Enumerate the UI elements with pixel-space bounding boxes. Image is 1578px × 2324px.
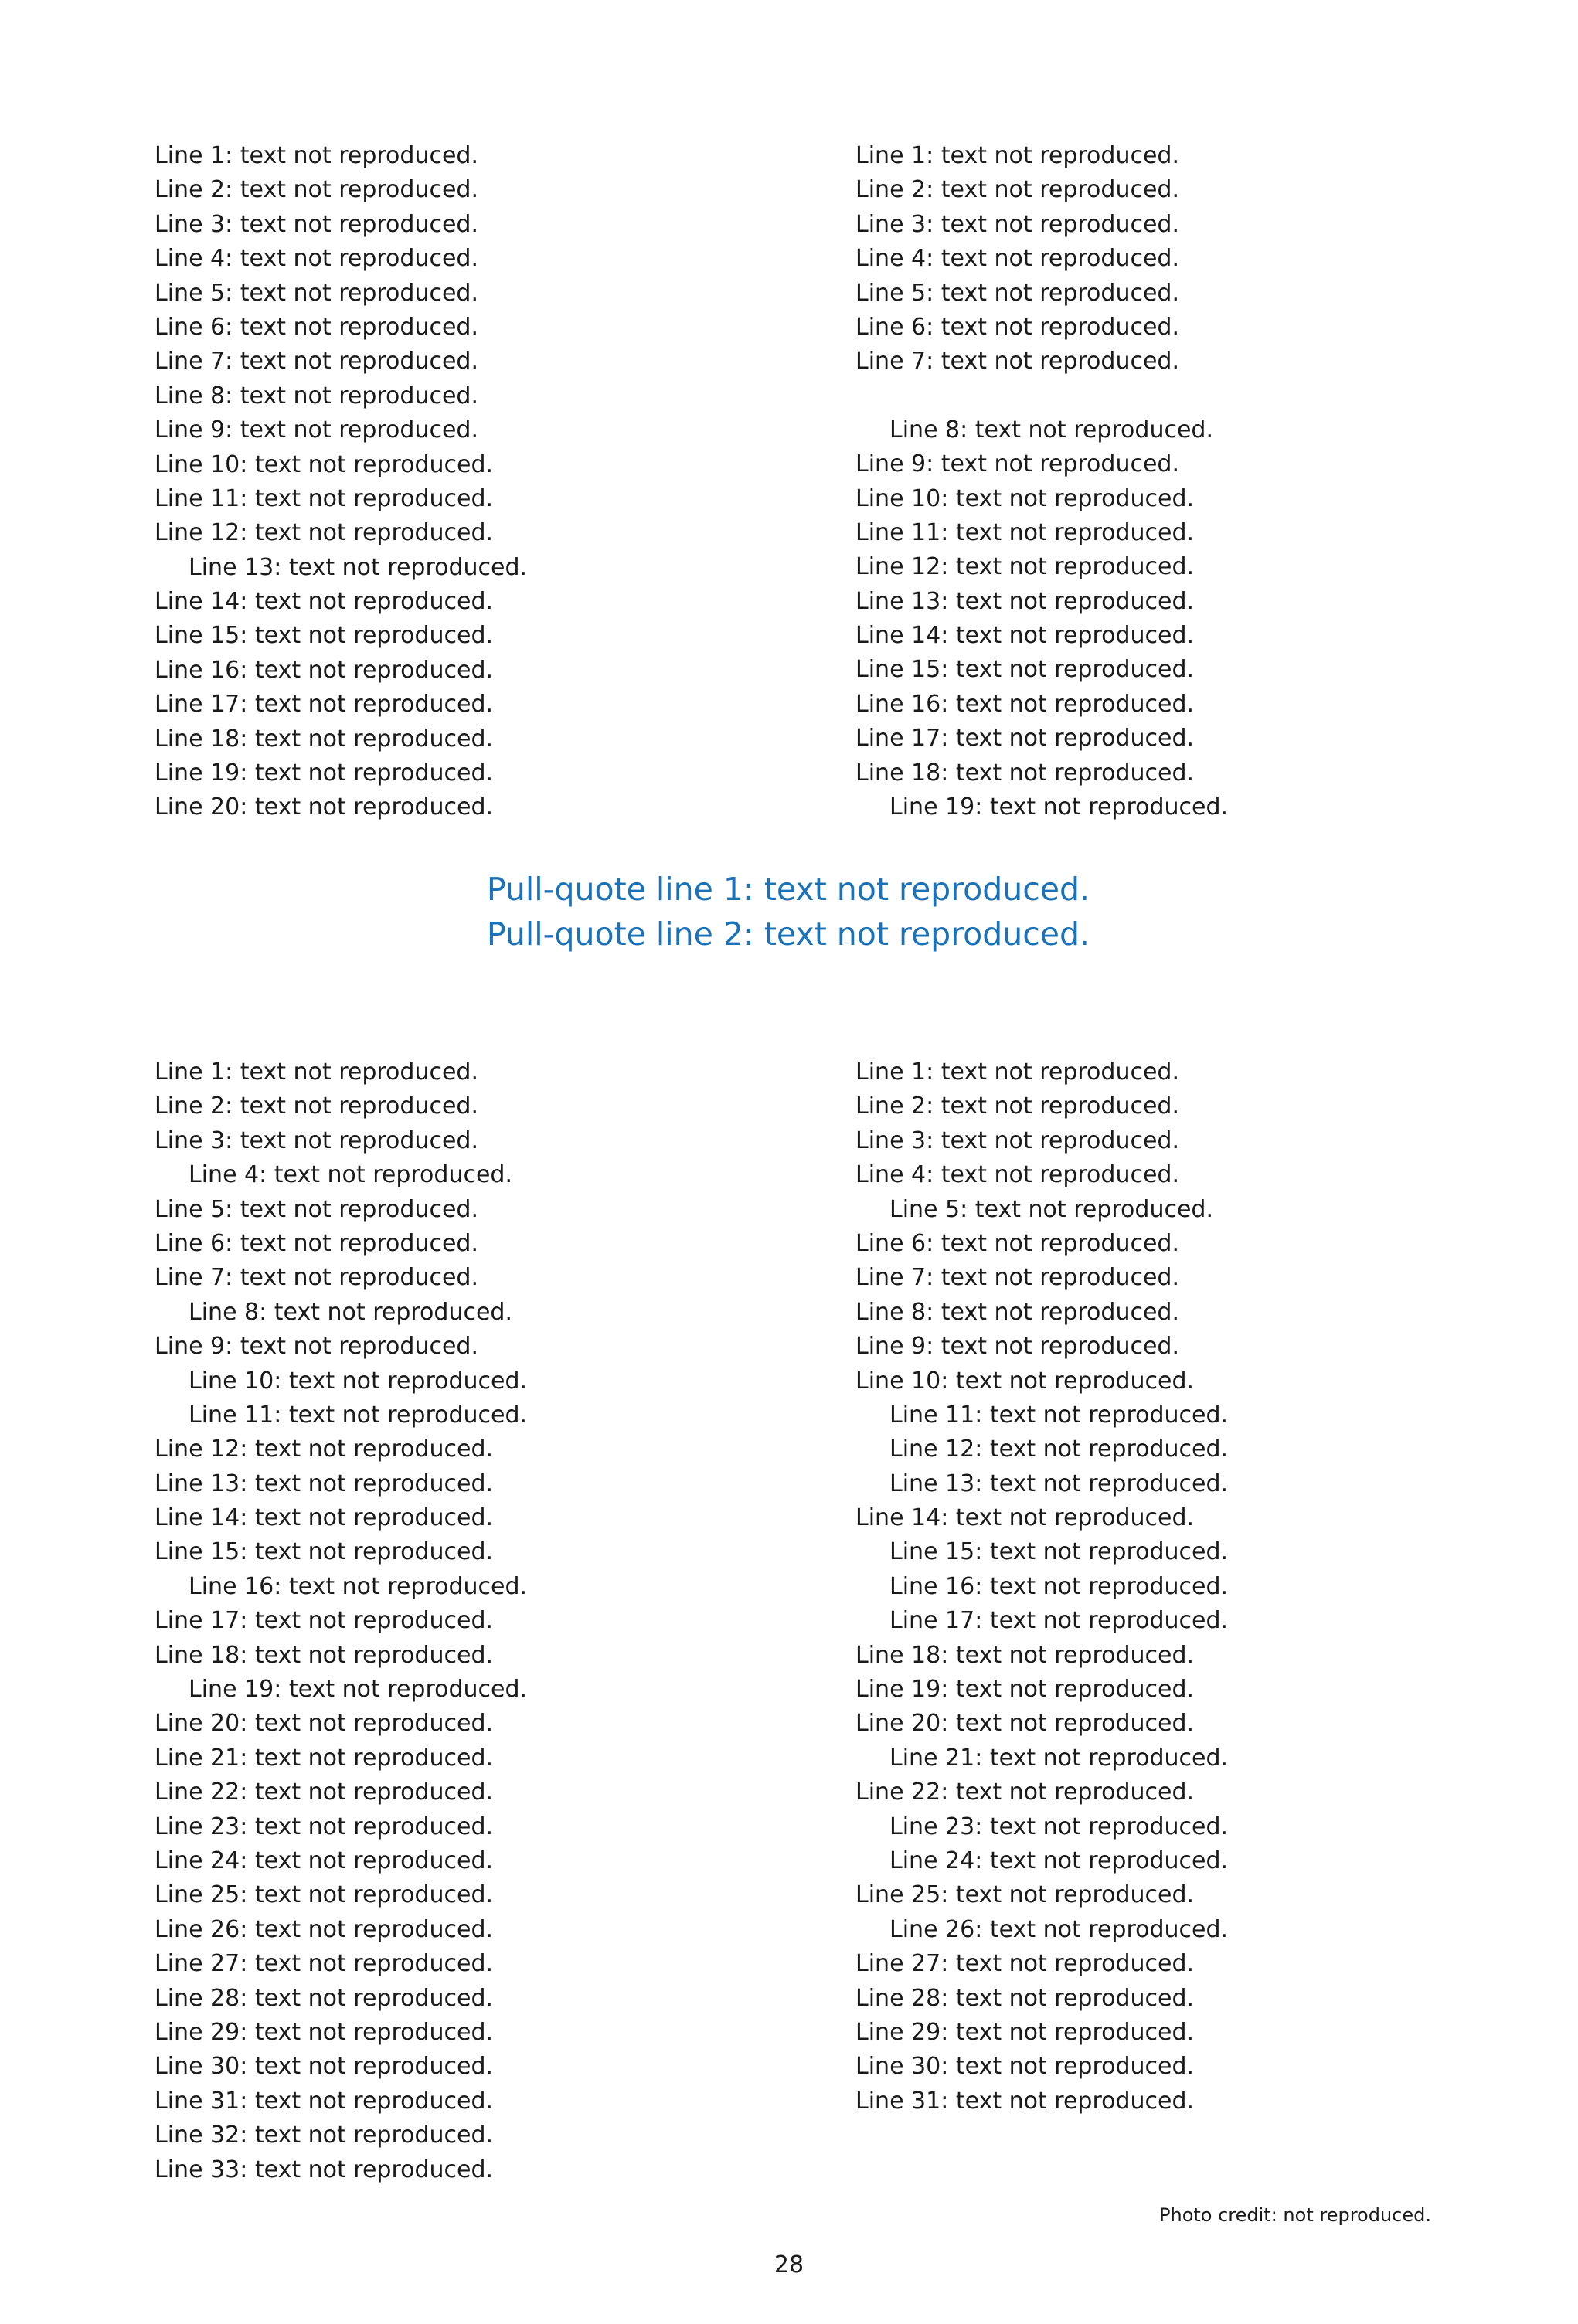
article-column-top-right <box>855 139 1520 824</box>
text-line: Line 3: text not reproduced. <box>155 1126 478 1154</box>
text-line: Line 24: text not reproduced. <box>889 1847 1229 1874</box>
text-line: Line 23: text not reproduced. <box>889 1813 1229 1840</box>
text-line: Line 31: text not reproduced. <box>855 2087 1195 2115</box>
text-line: Line 22: text not reproduced. <box>855 1779 1195 1806</box>
text-line: Line 26: text not reproduced. <box>155 1915 494 1943</box>
text-line: Line 2: text not reproduced. <box>855 1092 1179 1120</box>
text-line: Line 6: text not reproduced. <box>155 1229 478 1257</box>
text-line: Line 11: text not reproduced. <box>855 518 1195 546</box>
text-line: Line 6: text not reproduced. <box>155 313 478 341</box>
text-line: Line 13: text not reproduced. <box>855 587 1195 615</box>
text-line: Line 9: text not reproduced. <box>155 416 478 444</box>
text-line: Line 16: text not reproduced. <box>155 656 494 684</box>
text-line: Line 8: text not reproduced. <box>155 382 478 409</box>
text-line: Line 25: text not reproduced. <box>155 1881 494 1909</box>
text-line: Line 19: text not reproduced. <box>889 793 1229 821</box>
text-line: Line 20: text not reproduced. <box>855 1710 1195 1738</box>
text-line: Line 32: text not reproduced. <box>155 2122 494 2149</box>
text-line: Line 3: text not reproduced. <box>855 210 1179 238</box>
text-line: Line 9: text not reproduced. <box>155 1333 478 1361</box>
text-line: Line 15: text not reproduced. <box>855 656 1195 684</box>
text-line: Line 18: text not reproduced. <box>855 759 1195 787</box>
text-line: Line 17: text not reproduced. <box>155 691 494 719</box>
text-line: Line 28: text not reproduced. <box>155 1984 494 2012</box>
text-line: Line 29: text not reproduced. <box>855 2018 1195 2046</box>
text-line: Line 1: text not reproduced. <box>155 142 478 169</box>
text-line: Line 20: text not reproduced. <box>155 793 494 821</box>
text-line: Line 14: text not reproduced. <box>155 1504 494 1532</box>
text-line: Line 12: text not reproduced. <box>155 519 494 547</box>
text-line: Line 8: text not reproduced. <box>855 1298 1179 1326</box>
text-line: Line 27: text not reproduced. <box>855 1950 1195 1978</box>
text-line: Line 12: text not reproduced. <box>855 553 1195 581</box>
text-line: Line 7: text not reproduced. <box>155 1264 478 1292</box>
text-line: Line 17: text not reproduced. <box>889 1607 1229 1635</box>
text-line: Line 8: text not reproduced. <box>189 1298 512 1326</box>
text-line: Line 5: text not reproduced. <box>155 1195 478 1223</box>
text-line: Line 2: text not reproduced. <box>155 1092 478 1120</box>
text-line: Line 1: text not reproduced. <box>855 142 1179 169</box>
text-line: Line 19: text not reproduced. <box>855 1676 1195 1704</box>
pull-quote-line: Pull-quote line 2: text not reproduced. <box>486 916 1090 953</box>
text-line: Line 11: text not reproduced. <box>889 1401 1229 1429</box>
text-line: Line 5: text not reproduced. <box>855 279 1179 307</box>
text-line: Line 19: text not reproduced. <box>189 1676 528 1704</box>
text-line: Line 16: text not reproduced. <box>855 690 1195 718</box>
text-line: Line 18: text not reproduced. <box>155 1641 494 1669</box>
pull-quote-line: Pull-quote line 1: text not reproduced. <box>486 871 1090 908</box>
text-line: Line 17: text not reproduced. <box>155 1607 494 1635</box>
text-line: Line 8: text not reproduced. <box>889 416 1213 443</box>
text-line: Line 18: text not reproduced. <box>155 725 494 753</box>
text-line: Line 12: text not reproduced. <box>155 1436 494 1463</box>
text-line: Line 3: text not reproduced. <box>855 1126 1179 1154</box>
text-line: Line 27: text not reproduced. <box>155 1950 494 1978</box>
text-line: Line 16: text not reproduced. <box>889 1572 1229 1600</box>
text-line: Line 14: text not reproduced. <box>855 622 1195 650</box>
text-line: Line 15: text not reproduced. <box>155 1538 494 1566</box>
text-line: Line 28: text not reproduced. <box>855 1984 1195 2012</box>
text-line: Line 4: text not reproduced. <box>155 245 478 273</box>
text-line: Line 15: text not reproduced. <box>155 622 494 650</box>
text-line: Line 23: text not reproduced. <box>155 1813 494 1840</box>
text-line: Line 10: text not reproduced. <box>189 1367 528 1395</box>
text-line: Line 30: text not reproduced. <box>855 2053 1195 2081</box>
photo-credit: Photo credit: not reproduced. <box>1159 2204 1431 2226</box>
text-line: Line 4: text not reproduced. <box>855 245 1179 273</box>
text-line: Line 13: text not reproduced. <box>155 1469 494 1497</box>
text-line: Line 11: text not reproduced. <box>155 484 494 512</box>
text-line: Line 33: text not reproduced. <box>155 2156 494 2183</box>
text-line: Line 25: text not reproduced. <box>855 1881 1195 1909</box>
article-column-top-left <box>155 139 819 825</box>
text-line: Line 9: text not reproduced. <box>855 1333 1179 1361</box>
text-line: Line 12: text not reproduced. <box>889 1436 1229 1463</box>
page-number: 28 <box>774 2251 804 2278</box>
text-line: Line 11: text not reproduced. <box>189 1401 528 1429</box>
text-line: Line 6: text not reproduced. <box>855 313 1179 341</box>
text-line: Line 5: text not reproduced. <box>155 279 478 307</box>
text-line: Line 1: text not reproduced. <box>855 1058 1179 1086</box>
text-line: Line 7: text not reproduced. <box>855 1264 1179 1292</box>
text-line: Line 24: text not reproduced. <box>155 1847 494 1874</box>
text-line: Line 10: text not reproduced. <box>855 484 1195 512</box>
text-line: Line 26: text not reproduced. <box>889 1915 1229 1943</box>
pull-quote <box>139 867 1437 956</box>
text-line: Line 21: text not reproduced. <box>889 1744 1229 1772</box>
text-line: Line 22: text not reproduced. <box>155 1779 494 1806</box>
text-line: Line 29: text not reproduced. <box>155 2018 494 2046</box>
text-line: Line 21: text not reproduced. <box>155 1744 494 1772</box>
text-line: Line 10: text not reproduced. <box>855 1367 1195 1395</box>
article-column-bottom-right <box>855 1055 1520 2118</box>
text-line: Line 14: text not reproduced. <box>155 588 494 616</box>
text-line: Line 1: text not reproduced. <box>155 1058 478 1086</box>
text-line: Line 3: text not reproduced. <box>155 210 478 238</box>
text-line: Line 7: text not reproduced. <box>155 348 478 375</box>
text-line: Line 7: text not reproduced. <box>855 348 1179 375</box>
text-line: Line 2: text not reproduced. <box>855 176 1179 204</box>
text-line: Line 4: text not reproduced. <box>189 1161 512 1189</box>
text-line: Line 13: text not reproduced. <box>189 553 528 581</box>
text-line: Line 13: text not reproduced. <box>889 1469 1229 1497</box>
text-line: Line 19: text not reproduced. <box>155 759 494 787</box>
text-line: Line 2: text not reproduced. <box>155 176 478 204</box>
article-column-bottom-left <box>155 1055 819 2187</box>
text-line: Line 14: text not reproduced. <box>855 1504 1195 1532</box>
text-line: Line 15: text not reproduced. <box>889 1538 1229 1566</box>
text-line: Line 16: text not reproduced. <box>189 1572 528 1600</box>
text-line: Line 4: text not reproduced. <box>855 1161 1179 1189</box>
text-line: Line 9: text not reproduced. <box>855 450 1179 478</box>
text-line: Line 6: text not reproduced. <box>855 1229 1179 1257</box>
text-line: Line 20: text not reproduced. <box>155 1710 494 1738</box>
text-line: Line 31: text not reproduced. <box>155 2087 494 2115</box>
text-line: Line 5: text not reproduced. <box>889 1195 1213 1223</box>
text-line: Line 18: text not reproduced. <box>855 1641 1195 1669</box>
text-line: Line 17: text not reproduced. <box>855 725 1195 753</box>
text-line: Line 10: text not reproduced. <box>155 450 494 478</box>
text-line: Line 30: text not reproduced. <box>155 2053 494 2081</box>
